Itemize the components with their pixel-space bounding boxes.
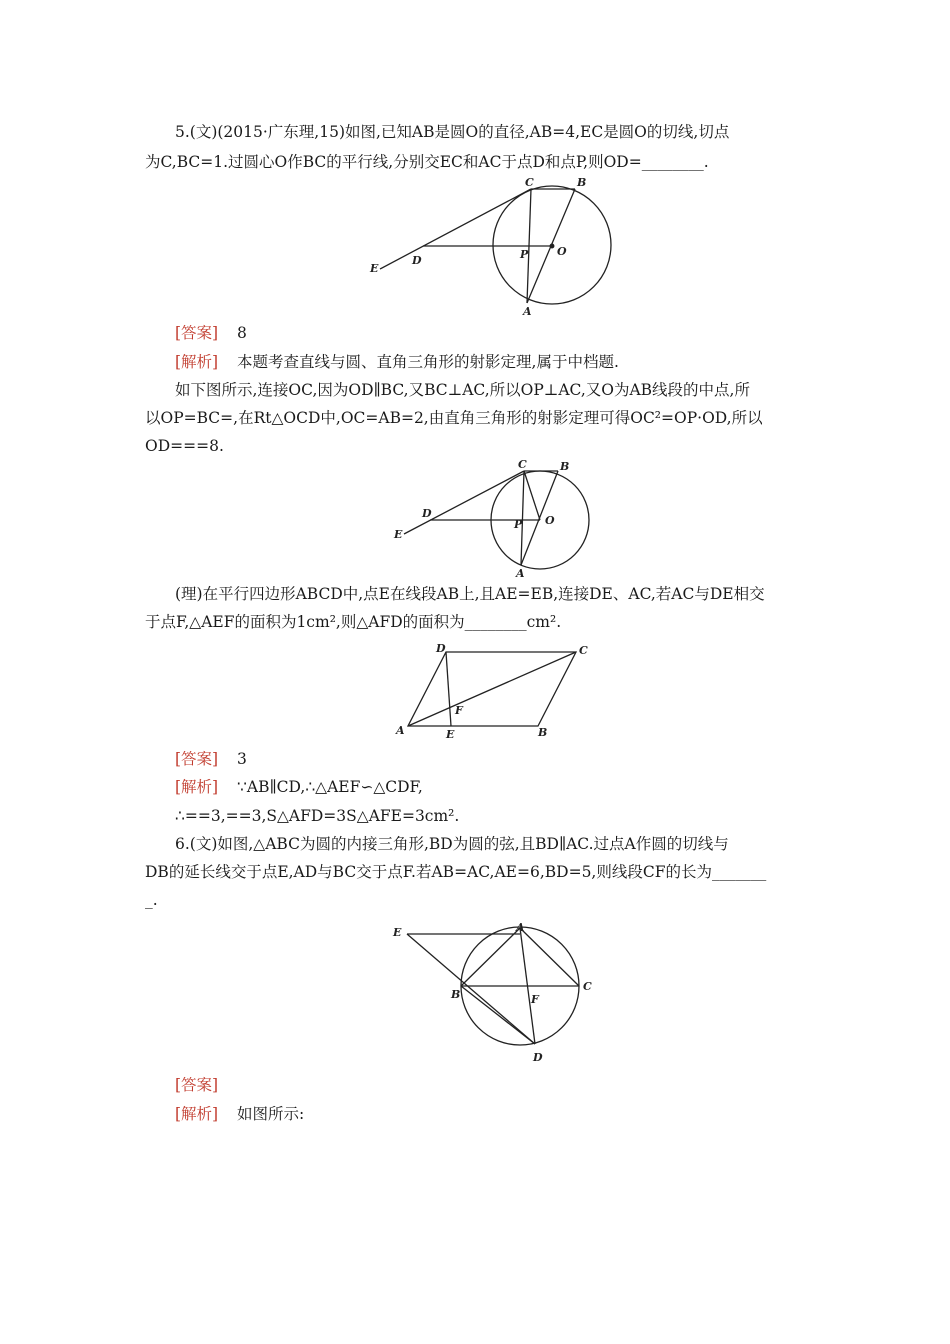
q6-answer-row — [175, 1075, 218, 1095]
label-a-6: A — [516, 921, 525, 934]
q5li-answer-tag: [答案] — [175, 750, 219, 768]
label-o-2: O — [545, 514, 555, 527]
q5li-ex1: ∴==3,==3,S△AFD=3S△AFE=3cm². — [175, 807, 460, 825]
line-ec-2 — [404, 471, 524, 534]
q5-line1: 5.(文)(2015·广东理,15)如图,已知AB是圆O的直径,AB=4,EC是圆O的切线,切点 — [175, 123, 730, 141]
q5-analysis-row — [175, 352, 619, 372]
figure-circle-tangent-1 — [365, 176, 625, 318]
q5li-analysis-tag: [解析] — [175, 778, 219, 796]
q5li-line2: 于点F,△AEF的面积为1cm²,则△AFD的面积为________cm². — [145, 613, 562, 631]
label-e-6: E — [393, 926, 402, 939]
label-f-p: F — [455, 704, 463, 717]
label-e-2: E — [394, 528, 403, 541]
q5li-analysis-row — [175, 777, 423, 797]
q5-ex2: 以OP=BC=,在Rt△OCD中,OC=AB=2,由直角三角形的射影定理可得OC²=OP·OD,所以 — [145, 409, 763, 427]
q5-ex3: OD===8. — [145, 437, 224, 455]
q5li-answer-row — [175, 749, 247, 769]
center-dot — [550, 244, 554, 248]
label-d: D — [412, 254, 422, 267]
q5-analysis: 本题考查直线与圆、直角三角形的射影定理,属于中档题. — [237, 353, 619, 371]
q6-analysis: 如图所示: — [237, 1105, 305, 1123]
q5-ex1: 如下图所示,连接OC,因为OD∥BC,又BC⊥AC,所以OP⊥AC,又O为AB线段的中点,所 — [175, 381, 750, 399]
q5-answer: 8 — [237, 324, 247, 342]
q5-analysis-tag: [解析] — [175, 353, 219, 371]
label-o: O — [557, 245, 567, 258]
label-p-2: P — [514, 518, 523, 531]
line-ec — [380, 189, 531, 269]
q6-line3: _. — [145, 891, 158, 909]
q5-answer-row — [175, 323, 247, 343]
q5-answer-tag: [答案] — [175, 324, 219, 342]
label-b: B — [577, 176, 587, 189]
label-a-2: A — [516, 567, 525, 580]
q5li-answer: 3 — [237, 750, 247, 768]
q5-line2: 为C,BC=1.过圆心O作BC的平行线,分别交EC和AC于点D和点P,则OD=________. — [145, 153, 709, 171]
figure-circle-tangent-2 — [390, 458, 595, 580]
label-e: E — [370, 262, 379, 275]
label-c: C — [525, 176, 534, 189]
figure-parallelogram — [388, 640, 598, 742]
label-b-6: B — [451, 988, 461, 1001]
label-c-2: C — [518, 458, 527, 471]
label-d-2: D — [422, 507, 432, 520]
q6-line2: DB的延长线交于点E,AD与BC交于点F.若AB=AC,AE=6,BD=5,则线段CF的长为_______ — [145, 863, 767, 881]
label-d-p: D — [436, 642, 446, 655]
label-a-p: A — [396, 724, 405, 737]
label-b-2: B — [560, 460, 570, 473]
line-ed — [407, 934, 535, 1044]
label-f-6: F — [531, 993, 539, 1006]
figure-inscribed-triangle — [385, 918, 600, 1068]
label-b-p: B — [538, 726, 548, 739]
label-e-p: E — [446, 728, 455, 741]
label-c-p: C — [579, 644, 588, 657]
q5li-line1: (理)在平行四边形ABCD中,点E在线段AB上,且AE=EB,连接DE、AC,若AC与DE相交 — [175, 585, 765, 603]
label-c-6: C — [583, 980, 592, 993]
q6-answer-tag: [答案] — [175, 1076, 219, 1094]
line-ac-6 — [520, 928, 579, 986]
q6-analysis-row — [175, 1104, 304, 1124]
line-oc-2 — [524, 471, 540, 520]
q6-line1: 6.(文)如图,△ABC为圆的内接三角形,BD为圆的弦,且BD∥AC.过点A作圆的切线与 — [175, 835, 729, 853]
line-de-p — [446, 652, 451, 726]
line-bf-6 — [461, 986, 535, 1044]
line-ab-6 — [461, 928, 520, 986]
q6-analysis-tag: [解析] — [175, 1105, 219, 1123]
label-a: A — [523, 305, 532, 318]
label-d-6: D — [533, 1051, 543, 1064]
label-p: P — [520, 248, 529, 261]
q5li-analysis: ∵AB∥CD,∴△AEF∽△CDF, — [237, 778, 423, 796]
line-ac-p — [408, 652, 576, 726]
